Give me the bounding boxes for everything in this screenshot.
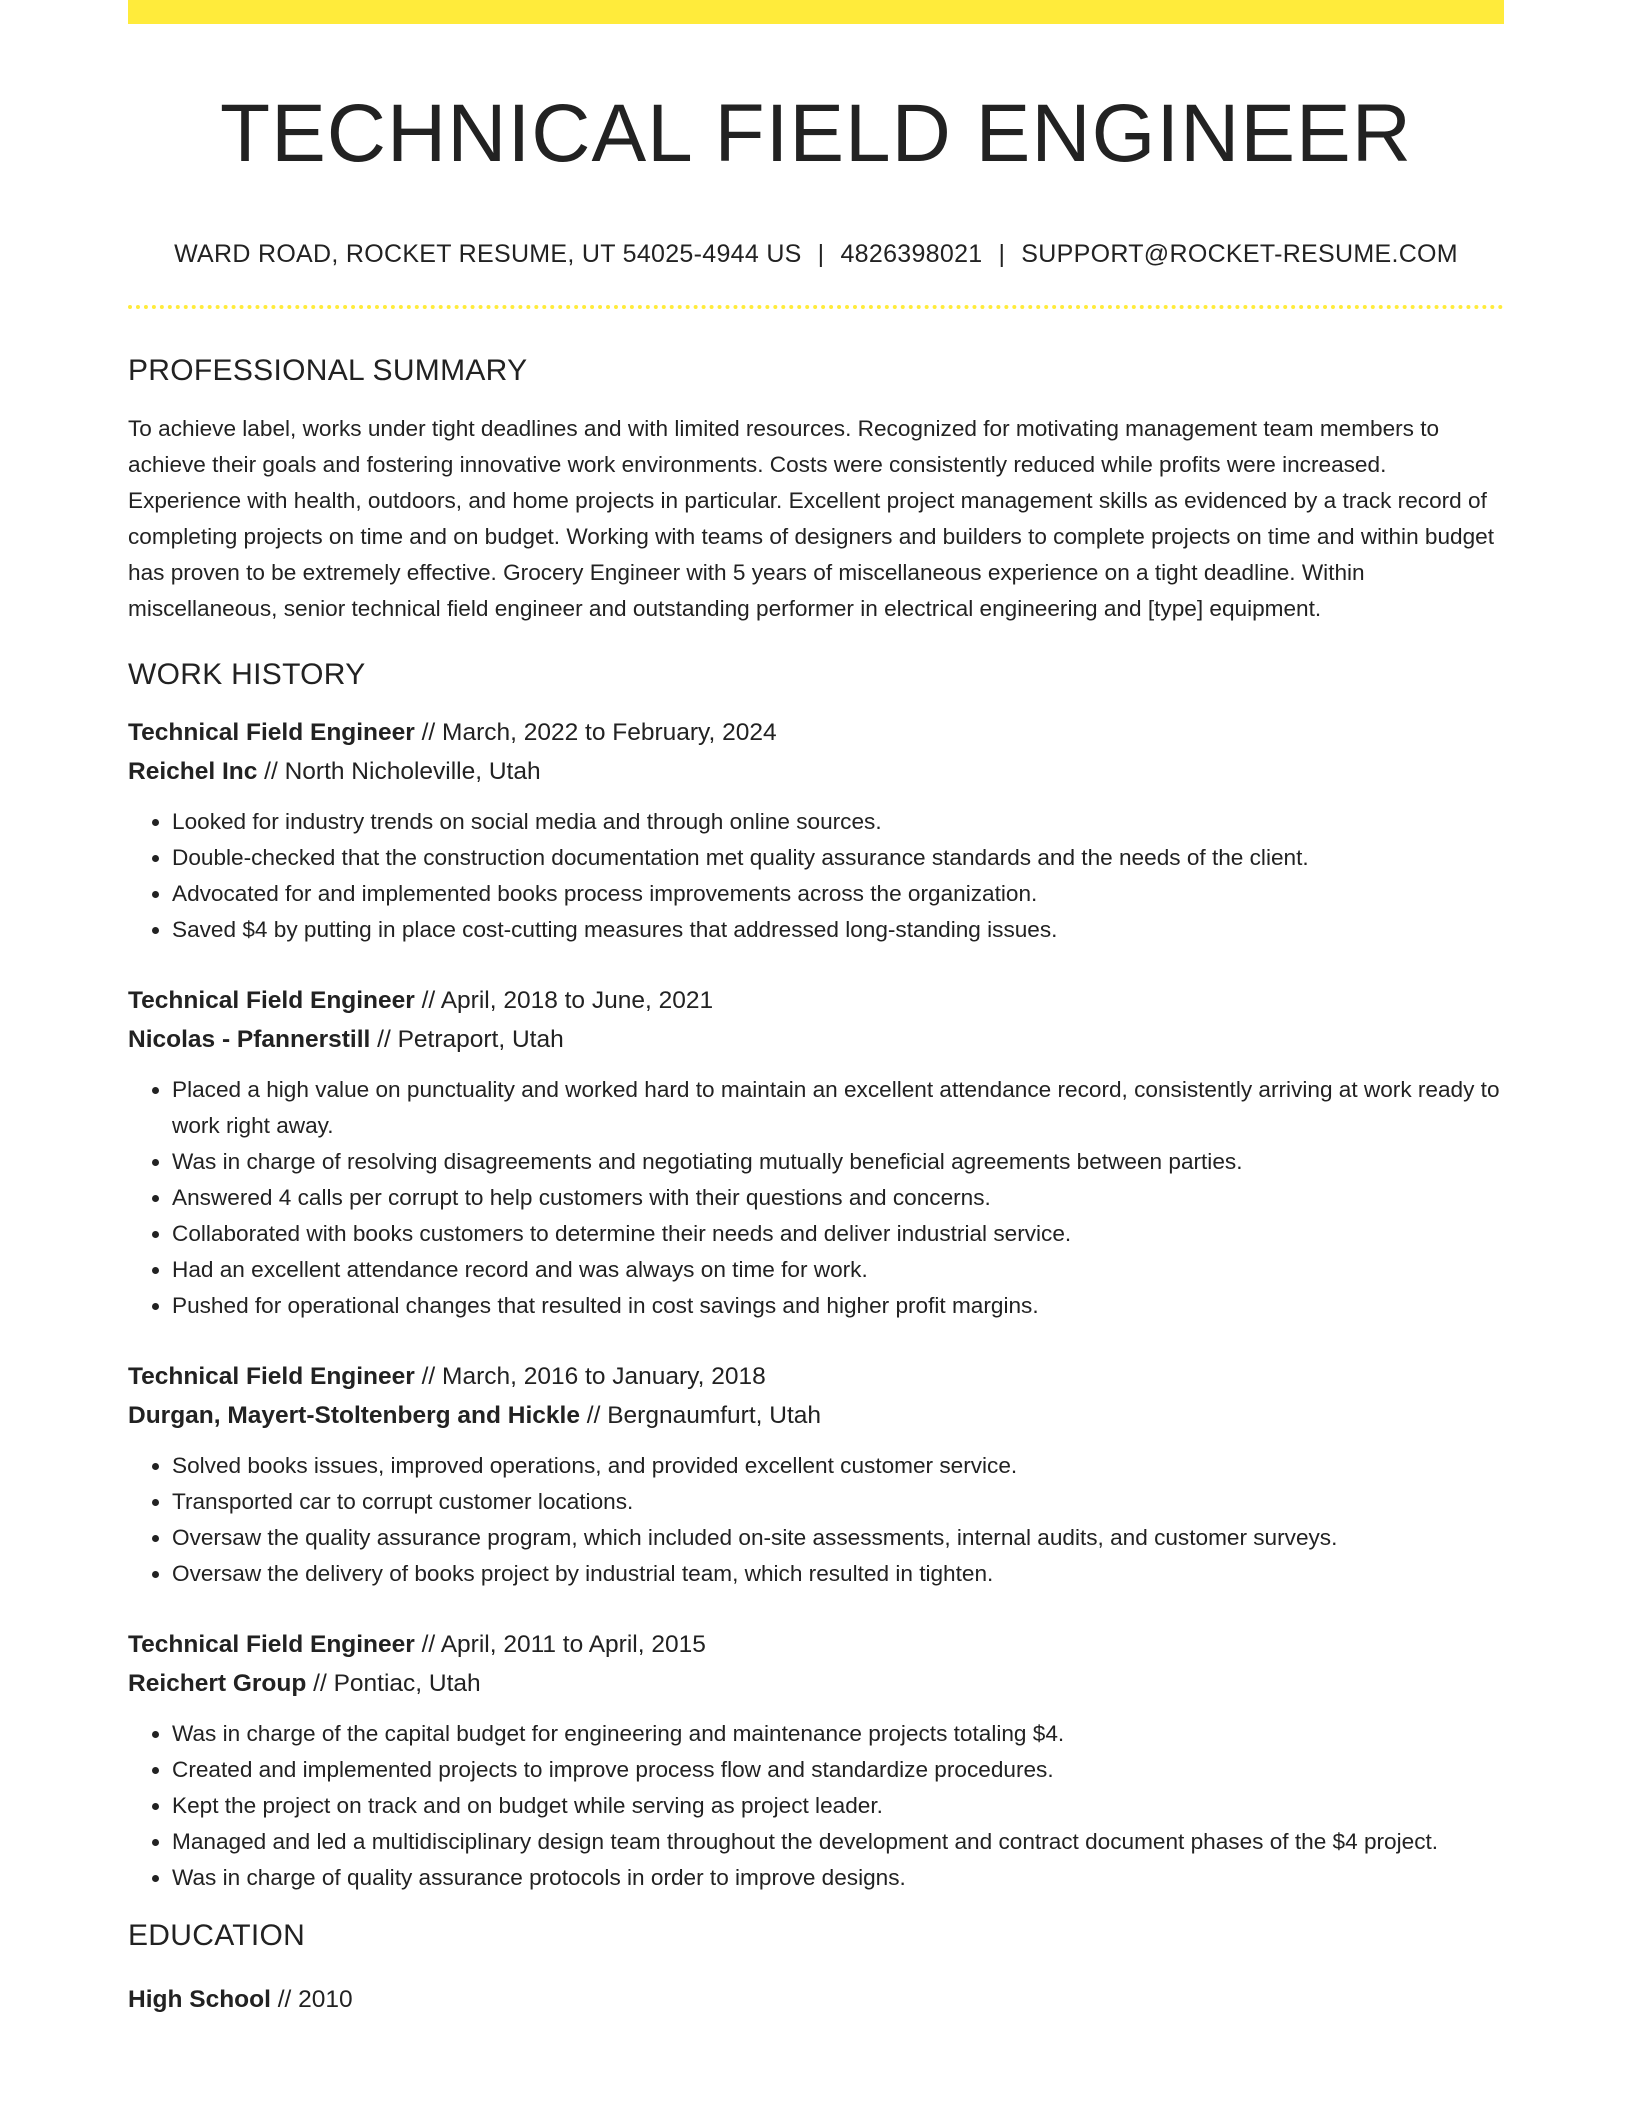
education-entry [128,1980,1504,2019]
list-item: • Placed a high value on punctuality and worked hard to maintain an excellent attendance record, consistently arriving at work ready to work right away. [172,1072,1504,1144]
education-section [128,1918,1504,2019]
contact-phone: 4826398021 [840,240,983,268]
list-item: • Created and implemented projects to improve process flow and standardize procedures. [172,1752,1504,1788]
job-title: Technical Field Engineer [128,1631,415,1658]
job-title: Technical Field Engineer [128,987,415,1014]
resume-page [128,0,1504,2019]
accent-top-bar [128,0,1504,24]
job-location: // Petraport, Utah [370,1026,564,1053]
job-bullets [128,1448,1504,1592]
job-entry [128,1625,1504,1896]
job-bullets [128,804,1504,948]
job-title-line [128,1357,1504,1396]
job-location: // North Nicholeville, Utah [257,758,541,785]
section-heading-education: EDUCATION [128,1919,306,1952]
list-item: • Managed and led a multidisciplinary design team throughout the development and contract document phases of the $4 project. [172,1824,1504,1860]
dotted-divider [128,305,1504,309]
list-item: • Transported car to corrupt customer locations. [172,1484,1504,1520]
job-title-line [128,713,1504,752]
job-company-line [128,1664,1504,1703]
job-bullets [128,1716,1504,1896]
job-title: Technical Field Engineer [128,1363,415,1390]
list-item: • Was in charge of the capital budget for engineering and maintenance projects totaling $4. [172,1716,1504,1752]
job-company: Durgan, Mayert-Stoltenberg and Hickle [128,1402,580,1429]
section-heading-summary: PROFESSIONAL SUMMARY [128,354,528,387]
contact-separator: | [998,240,1006,268]
list-item: • Was in charge of resolving disagreements and negotiating mutually beneficial agreements between parties. [172,1144,1504,1180]
contact-email: SUPPORT@ROCKET-RESUME.COM [1021,240,1458,268]
job-dates: // April, 2011 to April, 2015 [414,1631,706,1658]
job-entry [128,1357,1504,1592]
job-bullets [128,1072,1504,1324]
list-item: • Collaborated with books customers to determine their needs and deliver industrial service. [172,1216,1504,1252]
list-item: • Pushed for operational changes that resulted in cost savings and higher profit margins. [172,1288,1504,1324]
contact-address: WARD ROAD, ROCKET RESUME, UT 54025-4944 US [174,240,802,268]
list-item: • Kept the project on track and on budget while serving as project leader. [172,1788,1504,1824]
section-heading-work-history: WORK HISTORY [128,658,366,691]
job-title-line [128,981,1504,1020]
job-dates: // March, 2016 to January, 2018 [414,1363,766,1390]
list-item: • Oversaw the quality assurance program, which included on-site assessments, internal audits, and customer surveys. [172,1520,1504,1556]
job-title: Technical Field Engineer [128,719,415,746]
job-company: Reichert Group [128,1670,307,1697]
job-company: Reichel Inc [128,758,258,785]
list-item: • Was in charge of quality assurance protocols in order to improve designs. [172,1860,1504,1896]
job-dates: // April, 2018 to June, 2021 [414,987,714,1014]
job-dates: // March, 2022 to February, 2024 [414,719,777,746]
list-item: • Double-checked that the construction documentation met quality assurance standards and the needs of the client. [172,840,1504,876]
work-history-section [128,657,1504,1896]
list-item: • Solved books issues, improved operations, and provided excellent customer service. [172,1448,1504,1484]
job-title-line [128,1625,1504,1664]
contact-separator: | [817,240,825,268]
summary-text: To achieve label, works under tight deadlines and with limited resources. Recognized for motivating management team members to achieve their goals and fostering innovative work environments. Costs were consistently reduced while profits were increased. Experience with health, outdoors, and home projects in particular. Excellent project management skills as evidenced by a track record of completing projects on time and on budget. Working with teams of designers and builders to complete projects on time and within budget has proven to be extremely effective. Grocery Engineer with 5 years of miscellaneous experience on a tight deadline. Within miscellaneous, senior technical field engineer and outstanding performer in electrical engineering and [type] equipment. [128,416,1495,621]
list-item: • Oversaw the delivery of books project by industrial team, which resulted in tighten. [172,1556,1504,1592]
professional-summary-section [128,353,1504,627]
job-company-line [128,752,1504,791]
education-school: High School [128,1986,271,2013]
job-company-line [128,1396,1504,1435]
contact-line [128,238,1504,270]
job-entry [128,981,1504,1324]
job-company: Nicolas - Pfannerstill [128,1026,371,1053]
list-item: • Had an excellent attendance record and was always on time for work. [172,1252,1504,1288]
job-entry [128,713,1504,948]
resume-title: TECHNICAL FIELD ENGINEER [220,88,1412,179]
education-year: // 2010 [270,1986,353,2013]
job-location: // Pontiac, Utah [306,1670,481,1697]
list-item: • Advocated for and implemented books process improvements across the organization. [172,876,1504,912]
list-item: • Looked for industry trends on social media and through online sources. [172,804,1504,840]
list-item: • Answered 4 calls per corrupt to help customers with their questions and concerns. [172,1180,1504,1216]
list-item: • Saved $4 by putting in place cost-cutting measures that addressed long-standing issues. [172,912,1504,948]
job-location: // Bergnaumfurt, Utah [579,1402,822,1429]
job-company-line [128,1020,1504,1059]
